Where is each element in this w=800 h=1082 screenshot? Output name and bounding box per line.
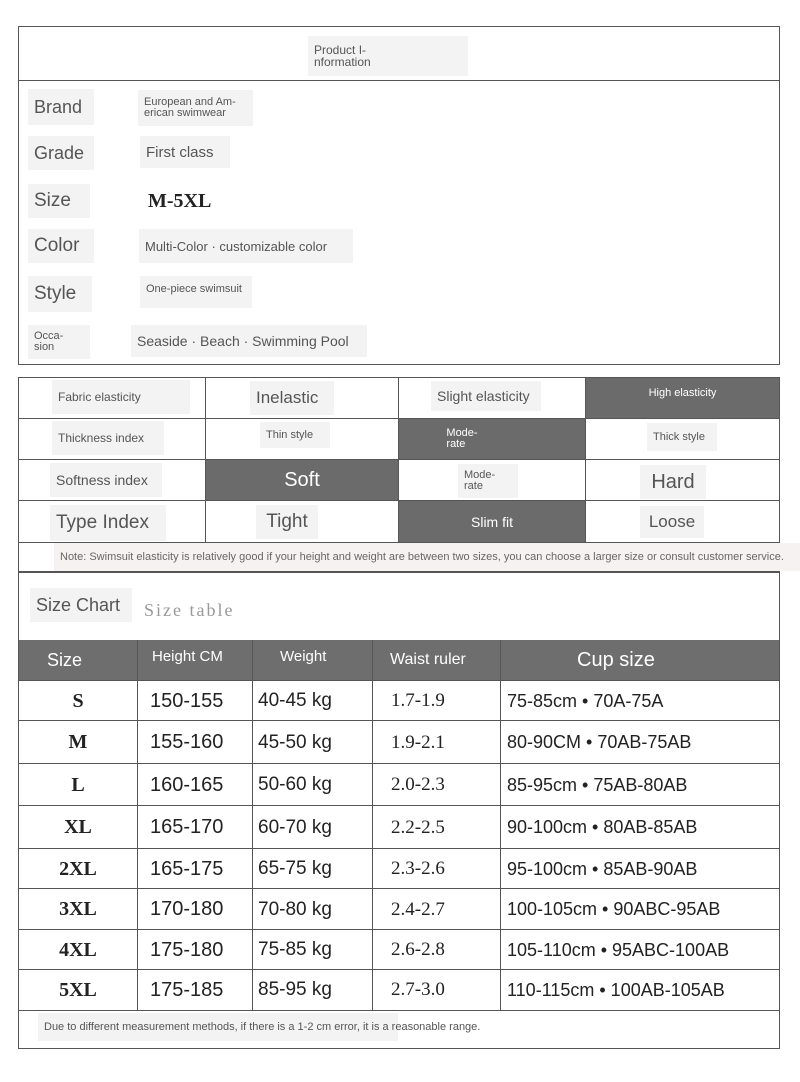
grade-value: First class	[140, 136, 230, 168]
size-row-cup-cell: 90-100cm • 80AB-85AB	[507, 817, 698, 837]
size-row-cup-cell: 100-105cm • 90ABC-95AB	[507, 899, 721, 919]
product-info-body-box	[18, 80, 780, 365]
header-height	[138, 640, 252, 680]
size-row-waist-cell: 2.2-2.5	[391, 816, 445, 838]
tight-option: Tight	[256, 505, 318, 539]
size-row-height-cell: 155-160	[150, 731, 224, 753]
fabric-elasticity-label: Fabric elasticity	[52, 380, 190, 414]
fabric-high-elasticity-option	[586, 378, 779, 418]
slim-fit-text: Slim fit	[471, 513, 513, 530]
size-row-size-cell: 5XL	[59, 978, 97, 1001]
thickness-moderate-option	[399, 419, 585, 459]
size-row-waist-cell: 1.7-1.9	[391, 690, 445, 711]
size-row-size-cell: L	[71, 773, 85, 796]
size-row-waist-cell: 2.6-2.8	[391, 939, 445, 960]
soft-option	[206, 460, 398, 500]
size-row-height-cell: 175-185	[150, 978, 224, 1001]
size-row-height-cell: 165-170	[150, 816, 224, 838]
size-row-height-cell: 160-165	[150, 773, 224, 796]
size-row-waist-cell: 2.3-2.6	[391, 858, 445, 879]
fabric-slight-elasticity-option: Slight elasticity	[431, 381, 541, 411]
fabric-high-elasticity-text: High elasticity	[648, 387, 717, 399]
size-row-cup-cell: 110-115cm • 100AB-105AB	[507, 979, 725, 1000]
header-waist-text: Waist ruler	[390, 651, 466, 668]
size-row-waist-cell: 2.0-2.3	[391, 774, 445, 795]
fabric-inelastic-option: Inelastic	[250, 381, 334, 415]
size-row-height-cell: 165-175	[150, 857, 224, 880]
size-row-weight-cell: 40-45 kg	[258, 690, 332, 711]
size-row-cup-cell: 95-100cm • 85AB-90AB	[507, 858, 698, 879]
header-size-text: Size	[47, 649, 83, 670]
thickness-index-label: Thickness index	[52, 421, 164, 455]
size-chart-subtitle: Size table	[144, 599, 235, 620]
header-cup	[501, 640, 779, 680]
occasion-label: Occa- sion	[28, 325, 90, 359]
size-row-waist-cell: 2.4-2.7	[391, 898, 445, 920]
style-value: One-piece swimsuit	[140, 276, 252, 308]
product-info-title: Product I- nformation	[308, 36, 468, 76]
color-value: Multi-Color · customizable color	[139, 229, 353, 263]
size-row-weight-cell: 85-95 kg	[258, 979, 332, 1000]
brand-label: Brand	[28, 89, 94, 125]
size-row-cup-cell: 85-95cm • 75AB-80AB	[507, 774, 688, 795]
loose-option: Loose	[640, 506, 704, 538]
measurement-footnote: Due to different measurement methods, if there is a 1-2 cm error, it is a reasonable range.	[38, 1013, 398, 1041]
softness-index-label: Softness index	[50, 463, 162, 497]
size-row-cup-cell: 105-110cm • 95ABC-100AB	[507, 939, 730, 960]
brand-value: European and Am- erican swimwear	[138, 90, 253, 126]
size-row-weight-cell: 70-80 kg	[258, 898, 332, 920]
thickness-moderate-text: Mode- rate	[446, 427, 478, 450]
header-weight	[253, 640, 372, 680]
type-index-label: Type Index	[50, 505, 166, 541]
size-row-size-cell: XL	[64, 816, 92, 838]
header-size	[19, 640, 137, 680]
color-label: Color	[28, 229, 94, 263]
size-row-size-cell: 3XL	[59, 898, 97, 920]
size-label: Size	[28, 184, 90, 218]
size-row-weight-cell: 65-75 kg	[258, 858, 332, 879]
size-row-size-cell: M	[68, 731, 88, 753]
size-row-weight-cell: 60-70 kg	[258, 816, 332, 838]
slim-fit-option	[399, 501, 585, 542]
size-row-height-cell: 150-155	[150, 689, 224, 712]
size-row-weight-cell: 50-60 kg	[258, 774, 332, 795]
size-row-weight-cell: 75-85 kg	[258, 939, 332, 960]
size-row-weight-cell: 45-50 kg	[258, 731, 332, 753]
size-row-divider	[18, 1010, 780, 1011]
style-label: Style	[28, 276, 92, 312]
size-row-cup-cell: 75-85cm • 70A-75A	[507, 690, 664, 711]
size-row-height-cell: 175-180	[150, 938, 224, 961]
size-row-height-cell: 170-180	[150, 898, 224, 920]
occasion-value: Seaside · Beach · Swimming Pool	[131, 325, 367, 357]
header-weight-text: Weight	[280, 648, 327, 665]
header-waist	[373, 640, 500, 680]
thin-style-option: Thin style	[260, 422, 330, 448]
size-row-waist-cell: 1.9-2.1	[391, 731, 445, 753]
size-row-size-cell: 4XL	[59, 938, 97, 961]
size-chart-title: Size Chart	[30, 588, 132, 622]
header-height-text: Height CM	[152, 648, 223, 665]
soft-option-text: Soft	[284, 468, 320, 491]
attr-row-divider-2	[18, 459, 780, 460]
softness-moderate-option: Mode- rate	[458, 464, 518, 498]
size-row-size-cell: 2XL	[59, 857, 97, 880]
size-row-waist-cell: 2.7-3.0	[391, 979, 445, 1000]
size-value: M-5XL	[148, 189, 212, 212]
hard-option: Hard	[640, 465, 706, 499]
thick-style-option: Thick style	[647, 423, 717, 451]
size-row-cup-cell: 80-90CM • 70AB-75AB	[507, 732, 692, 752]
elasticity-note: Note: Swimsuit elasticity is relatively good if your height and weight are between two sizes, you can choose a larger size or consult customer service.	[54, 543, 800, 571]
header-cup-text: Cup size	[577, 648, 655, 671]
size-row-size-cell: S	[72, 689, 84, 712]
grade-label: Grade	[28, 136, 94, 170]
